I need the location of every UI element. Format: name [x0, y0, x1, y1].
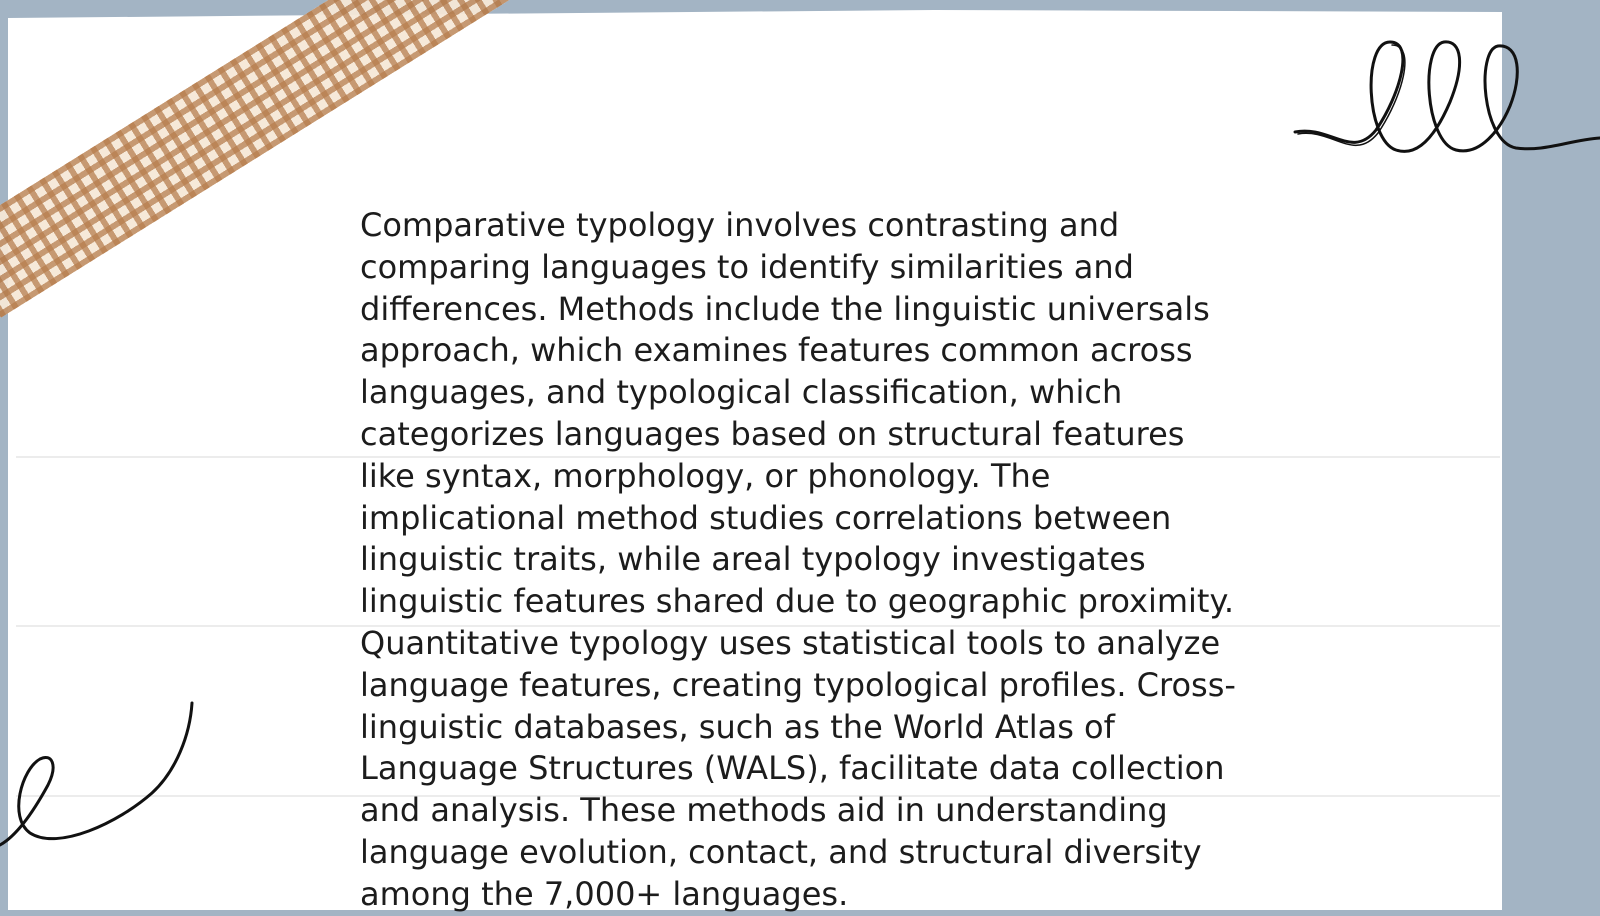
- top-squiggle-decoration: [1290, 30, 1600, 170]
- body-paragraph: Comparative typology involves contrasting and comparing languages to identify similarities and differences. Methods include the linguistic universals approach, which examines features common across languages, and typological classification, which categorizes languages based on structural features like syntax, morphology, or phonology. The implicational method studies correlations between linguistic traits, while areal typology investigates linguistic features shared due to geographic proximity. Quantitative typology uses statistical tools to analyze language features, creating typological profiles. Cross-linguistic databases, such as the World Atlas of Language Structures (WALS), facilitate data collection and analysis. These methods aid in understanding language evolution, contact, and structural diversity among the 7,000+ languages.: [360, 206, 1236, 913]
- bottom-squiggle-decoration: [0, 695, 200, 855]
